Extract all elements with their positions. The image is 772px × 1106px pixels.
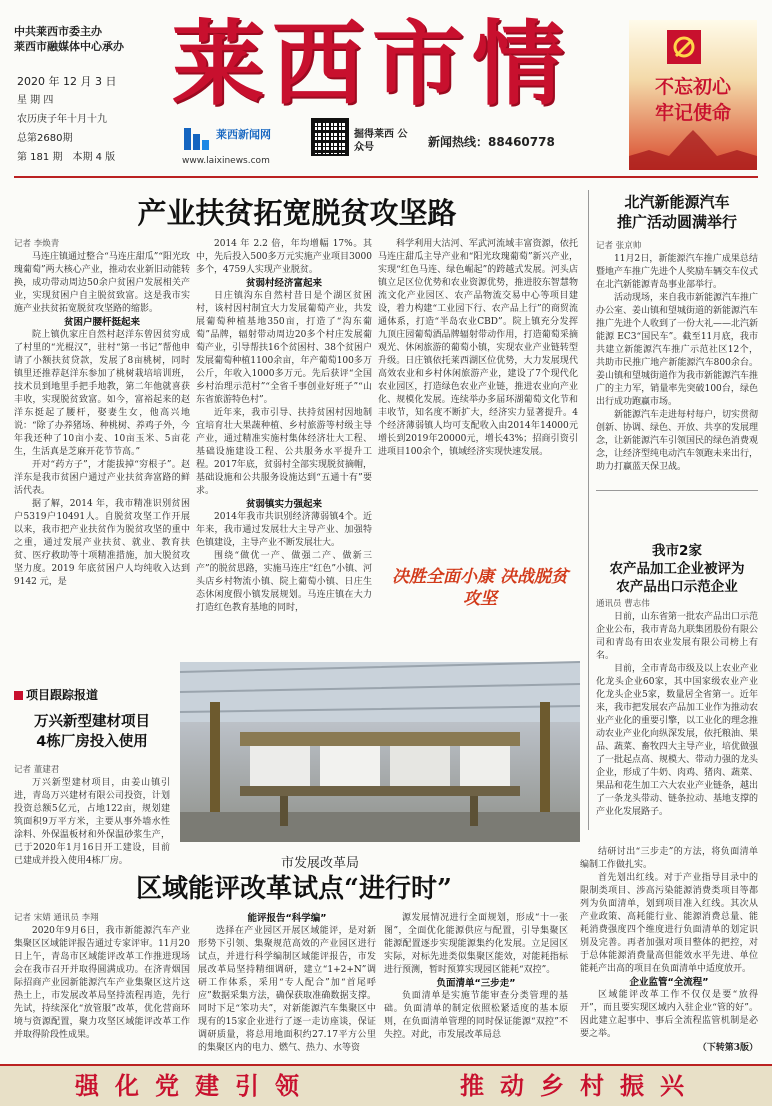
paragraph: 日前，山东省第一批农产品出口示范企业公布，我市青岛九联集团股份有限公司和青岛有田农业发展有限公司榜上有名。: [596, 612, 759, 661]
article3-body: [596, 598, 758, 824]
qr-code: [311, 118, 349, 156]
masthead-rule: [14, 176, 758, 178]
publisher-info: [14, 24, 124, 54]
continued-note[interactable]: （下转第3版）: [697, 1043, 758, 1053]
news-site-name: 莱西新闻网: [216, 128, 271, 141]
paragraph: 源发展情况进行全面规划，形成“十一张图”，全面优化能源供应与配置，引导集聚区能源配置逐步实现能源集约化发展。立足园区实际，对标先进类似集聚区能效，对能耗指标进行预测，暂时预算实现园区能耗“双控”。: [384, 913, 568, 975]
paragraph: 近年来，我市引导、扶持贫困村因地制宜培育壮大果蔬种植、乡村旅游等村级主导产业，通过精准实施村集体经济壮大工程、基础设施建设工程、公共服务水平提升工程。2017年底，贫弱村全部实现脱贫摘帽，基础设施和公共服务设施达到“五通十有”要求。: [196, 408, 372, 496]
article2-headline: [596, 192, 758, 232]
factory-photo: [180, 662, 580, 842]
subheading: 贫弱镇实力强起来: [245, 499, 322, 510]
party-emblem-icon: [667, 30, 701, 64]
news-site-logo[interactable]: [182, 124, 302, 164]
subheading: 贫困户腰杆挺起来: [63, 317, 140, 328]
paragraph: 科学利用大沽河、军武河流域丰富资源，依托马连庄甜瓜主导产业和“阳光玫瑰葡萄”新兴产业，实现“红色马连、绿色崛起”的跨越式发展。河头店镇立足区位优势和农业资源优势，推进胶东智慧物流文化产业园区、农产品物流交易中心等项目建设，着力构建“工业园下行、农产品上行”的商贸流通体系，打造“半岛农业CBD”。院上镇充分发挥九顶庄园葡萄酒品牌辐射带动作用，打造葡萄采摘观光、休闲旅游的葡萄小镇，实现农业产业链转型升级。日庄镇依托莱西湖区位优势，大力发展现代高效农业和乡村休闲旅游产业，建设了7个现代化农业园区，打造绿色农业产业链，推进农业向产业化、规模化发展。连续举办多届环湖葡萄文化节和丰收节，知名度不断扩大，经济实力显著提升。4个经济薄弱镇人均可支配收入由2014年14000元增长到2019年20000元，增长43%；招商引资引进项目100余个，镇域经济实现快速发展。: [378, 239, 578, 457]
section-marker-icon: [14, 691, 23, 700]
paragraph: 万兴新型建材项目，由姜山镇引进，青岛万兴建材有限公司投资，计划投资总额5亿元，占地122亩，规划建筑面积9万平方米，主要从事外墙水性涂料、外保温板材和外保温砂浆生产，已于2020年1月16日开工建设，目前已建成并投入使用4栋厂房。: [14, 778, 170, 866]
section-label: [14, 686, 98, 703]
org-sponsor: 中共莱西市委主办: [14, 25, 102, 38]
section-label-text: 项目跟踪报道: [26, 688, 99, 702]
article1-col3: [378, 238, 578, 538]
org-organizer: 莱西市融媒体中心承办: [14, 40, 124, 53]
paragraph: 围绕“做优一产、做强二产、做新三产”的脱贫思路，实施马连庄“红色”小镇、河头店乡村物流小镇、院上葡萄小镇、日庄生态休闲度假小镇发展规划。马连庄镇在大力打造红色教育基地的同时，: [196, 551, 372, 613]
article2-body: [596, 240, 759, 472]
paragraph: 2020年9月6日，我市新能源汽车产业集聚区区域能评报告通过专家评审。11月20日上午，青岛市区域能评改革工作推进现场会在我市召开并取得圆满成功。在济青烟国际招商产业园新能源汽车产业集聚区这片这热土上，市发展改革局坚持流程再造，先行先试，持续深化“放管服”改革，优化营商环境与资源配置，聚力攻坚区域能评改革工作并取得阶段性成果。: [14, 926, 190, 1040]
section-divider: [596, 490, 758, 491]
issue-weekday: 星 期 四: [17, 95, 54, 106]
article5-byline: 记者 宋婧 通讯员 李翔: [14, 913, 99, 923]
issue-date: 2020 年 12 月 3 日: [17, 75, 117, 88]
paragraph: 院上镇仇家庄自然村赵洋东曾因贫穷成了村里的“光棍汉”，驻村“第一书记”帮他申请了小额扶贫贷款，发展了8亩桃树，同时镇里还推荐赵洋东参加了桃树栽培培训班，技术员到地里手把手地教，第二年他就喜获丰收，实现脱贫致富。如今，富裕起来的赵洋东挺起了腰杆，娶妻生女，他高兴地说：“除了办养猪场、种桃树、养鸡子外，今年我还种了10亩小麦、10亩玉米、5亩花生，生活真是芝麻开花节节高。”: [14, 330, 190, 457]
article1-byline: 记者 李焕青: [14, 239, 60, 249]
article5-col1: [14, 912, 190, 1052]
paragraph: 日庄镇沟东自然村昔日是个湖区贫困村，该村因村制宜大力发展葡萄产业，共发展葡萄种植基地350亩，打造了“沟东葡萄”品牌，辐射带动周边20多个村庄发展葡萄产业，引导帮扶16个贫困村、38个贫困户发展葡萄种植1100余亩，年产葡萄100多万公斤，年收入1000多万元。先后获评“全国乡村治理示范村”“全省千事创业好班子”“山东省旅游特色村”。: [196, 291, 372, 405]
article5-headline: 区域能评改革试点“进行时”: [136, 874, 452, 904]
article4-body: [14, 764, 170, 866]
footer-slogan-bar: [0, 1064, 772, 1106]
issue-total-number: 总第2680期: [17, 133, 73, 144]
paragraph: 区域能评改革工作不仅仅是要“放得开”，而且要实现区域内入驻企业“管的好”。因此建立起事中、事后全流程监管机制是必要之举。: [580, 990, 758, 1039]
paragraph: 目前，全市青岛市级及以上农业产业化龙头企业60家，其中国家级农业产业化龙头企业5家，数量居全省第一。近年来，我市把发展农产品加工业作为推动农业产业化的重要引擎，以工业化的理念推动农业产业化向纵深发展，依托粮油、果品、蔬菜、畜牧四大主导产业，培优做强了一批起点高、规模大、带动力强的龙头企业，形成了牛奶、肉鸡、猪肉、蔬菜、果品和花生加工六大农业产业链条，越出了一条龙头带动、链条拉动、基地支撑的产业化发展路子。: [596, 664, 759, 817]
paragraph: 选择在产业园区开展区域能评，是对新形势下引领、集聚规范高效的产业园区进行试点，并进行科学编制区域能评报告，市发展改革局坚持精细调研，建立“1+2+N”调研工作体系，采用“专人配合”加“首尾呼应”数据采集方法，确保获取准确数据支撑。同时下足“笨功夫”，对新能源汽车集聚区中现有的15家企业进行了逐一走访座谈，保证调研质量，将总用地面积约27.17平方公里的集聚区内的电力、燃气、热力、水等资: [198, 926, 376, 1053]
article1-col1: [14, 238, 190, 660]
paragraph: 结研讨出“三步走”的方法，将负面清单编制工作做扎实。: [580, 847, 758, 870]
paragraph: 活动现场，来自我市新能源汽车推广办公室、姜山镇和望城街道的新能源汽车推广先进个人收到了一份大礼——北汽新能源 EC3“国民车”。截至11月底，我市共建立新能源汽车推广示范社区12个，共助市民推广地产新能源汽车800余台。姜山镇和望城街道作为我市新能源汽车推广的主力军，销量率先突破100台，绿色出行成功跑赢市场。: [596, 293, 759, 407]
article4-headline-line1: 万兴新型建材项目: [34, 714, 150, 730]
paragraph: 马连庄镇通过整合“马连庄甜瓜”“阳光玫瑰葡萄”两大核心产业，推动农业新旧动能转换，成功带动周边50余户贫困户发展相关产业，实现贫困户自主脱贫致富。这是我市实施产业扶贫拓宽脱贫攻坚路的缩影。: [14, 252, 190, 314]
paragraph: 首先划出红线。对于产业指导目录中的限制类项目、涉高污染能源消费类项目等都列为负面清单，划到项目准入红线。其次从产业政策、高耗能行业、能源消费总量、能耗消费强度四个维度进行负面清单的划定识别及完善。再者加强对项目整体的把控，对于总体能源消费量高但能效水平先进、单位能耗产出高的项目在负面清单中适度放开。: [580, 873, 758, 974]
monument-silhouette-icon: [629, 126, 757, 170]
article2-headline-line2: 推广活动圆满举行: [616, 213, 737, 231]
paragraph: 负面清单是实施节能审查分类管理的基础。负面清单的制定依照松紧适度的基本原则，在负面清单管理的同时保证能源“双控”不失控。对此，市发展改革局总: [384, 991, 568, 1040]
article3-byline: 通讯员 曹志伟: [596, 599, 650, 609]
news-logo-icon: [182, 126, 212, 152]
factory-interior-illustration: [180, 662, 580, 842]
article5-col3: [384, 912, 568, 1052]
news-site-url[interactable]: www.laixinews.com: [182, 156, 270, 166]
article5-kicker: 市发展改革局: [280, 856, 359, 871]
hotline-number: 88460778: [488, 135, 555, 149]
article4-byline: 记者 董建君: [14, 765, 60, 775]
slogan-line-1: 不忘初心: [654, 76, 731, 98]
paragraph: 新能源汽车走进每村每户，切实贯彻创新、协调、绿色、开放、共享的发展理念，让新能源汽车引领国民的绿色消费观念，让经济型纯电动汽车领跑未来出行，助力打赢蓝天保卫战。: [596, 410, 759, 472]
article2-headline-line1: 北汽新能源汽车: [624, 193, 730, 211]
article3-headline-line3: 农产品出口示范企业: [616, 579, 738, 595]
article3-headline: [596, 542, 758, 596]
qr-caption: 掘得莱西 公众号: [354, 129, 408, 153]
article3-headline-line2: 农产品加工企业被评为: [609, 561, 745, 577]
subheading: 贫弱村经济富起来: [245, 278, 322, 289]
issue-lunar-date: 农历庚子年十月十九: [17, 114, 107, 125]
paragraph: 开对“药方子”，才能拔掉“穷根子”。赵洋东是我市贫困户通过产业扶贫奔富路的鲜活代表。: [14, 460, 190, 496]
article4-headline-line2: 4栋厂房投入使用: [36, 734, 148, 750]
column-divider: [588, 190, 589, 830]
poverty-banner: 决胜全面小康 决战脱贫攻坚: [392, 567, 568, 609]
subheading: 能评报告“科学编”: [247, 913, 327, 924]
article5-col4: [580, 846, 758, 1038]
issue-info: [17, 72, 116, 167]
article5-col2: [198, 912, 376, 1052]
issue-number: 第 181 期 本期 4 版: [17, 152, 116, 163]
paragraph: 2014 年 2.2 倍，年均增幅 17%。其中，先后投入500多万元实施产业项目3000多个，4759人实现产业脱贫。: [196, 239, 372, 275]
article1-headline: 产业扶贫拓宽脱贫攻坚路: [137, 196, 457, 230]
paragraph: 据了解，2014 年，我市精准识别贫困户5319户10491人。自脱贫攻坚工作开展以来，我市把产业扶贫作为脱贫攻坚的重中之重，通过发展产业扶贫、就业、教育扶贫、医疗救助等十项精准措施，加大脱贫攻坚力度。2019 年底贫困户人均纯收入达到 9142 元，是: [14, 499, 190, 587]
hotline-label: 新闻热线：: [428, 135, 489, 149]
article3-headline-line1: 我市2家: [652, 543, 702, 559]
article1-col2: [196, 238, 372, 660]
slogan-line-2: 牢记使命: [654, 102, 731, 124]
footer-slogan-right: 推动乡村振兴: [460, 1071, 700, 1100]
subheading: 负面清单“三步走”: [436, 978, 516, 989]
news-hotline: [428, 133, 555, 150]
masthead-title: 莱西市情: [172, 10, 573, 118]
article4-headline: [14, 712, 170, 752]
masthead: [0, 0, 772, 183]
subheading: 企业监管“全流程”: [629, 977, 709, 988]
article2-byline: 记者 张京帅: [596, 241, 642, 251]
paragraph: 11月2日，新能源汽车推广成果总结暨地产车推广先进个人奖励车辆交车仪式在北汽新能源青岛事业部举行。: [596, 254, 759, 290]
slogan-panel: [629, 20, 757, 170]
paragraph: 2014年我市共识别经济薄弱镇4个。近年来，我市通过发展壮大主导产业、加强特色镇建设，主导产业不断发展壮大。: [196, 512, 372, 548]
footer-slogan-left: 强化党建引领: [75, 1071, 315, 1100]
